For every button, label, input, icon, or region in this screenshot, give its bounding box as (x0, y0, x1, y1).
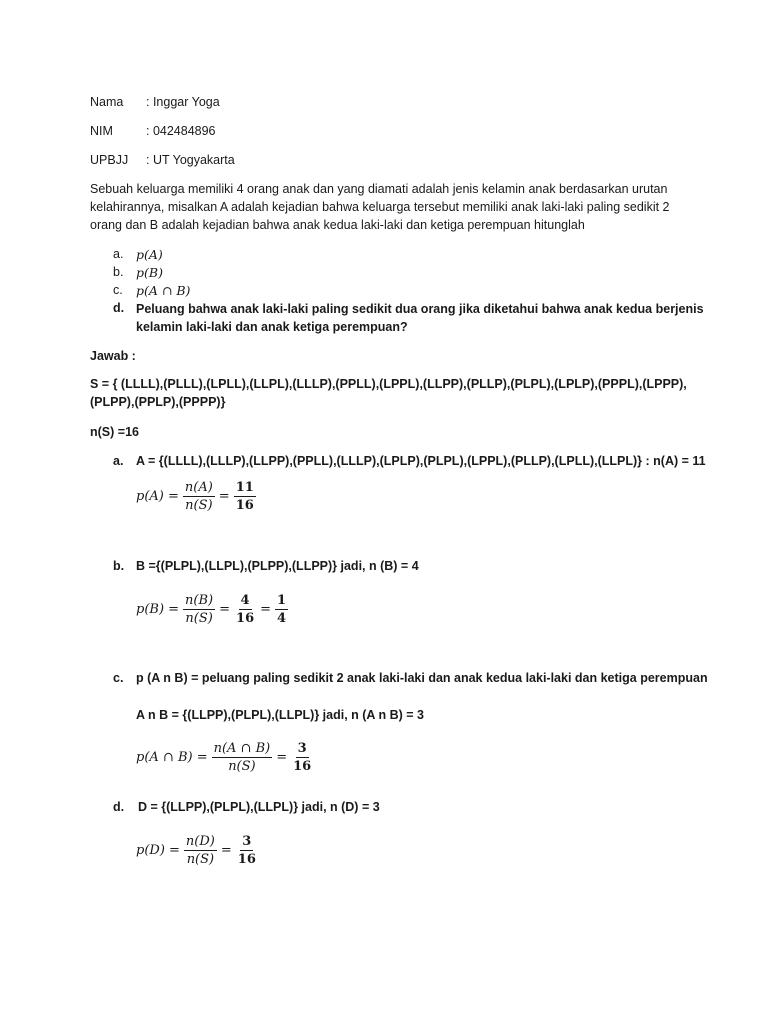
answer-c-eq: = (276, 750, 288, 765)
answer-d-den: n(S) (186, 852, 215, 867)
answer-d-fraction (184, 834, 217, 867)
answer-a-eq: = (218, 489, 230, 504)
answer-b-den: n(S) (185, 611, 213, 626)
question-a-text: p(A) (136, 247, 163, 262)
nama-label: Nama (90, 95, 124, 109)
answer-a-formula (136, 480, 260, 513)
answer-a-set: A = {(LLLL),(LLLP),(LLPP),(PPLL),(LLLP),(LPLP),(PLPL),(LPPL),(PLLP),(LPLL),(LLPL)} : n(A) = 11 (136, 454, 706, 468)
answer-d-rnum: 3 (242, 834, 252, 849)
answer-b-rnum1: 4 (240, 593, 250, 608)
nim-label: NIM (90, 124, 113, 138)
answer-a-rnum: 11 (235, 480, 254, 495)
answer-d-rden: 16 (237, 852, 256, 867)
answer-d-eq: = (220, 843, 232, 858)
answer-d-formula (136, 834, 262, 867)
upbjj-value: : UT Yogyakarta (146, 153, 235, 167)
answer-b-letter: b. (113, 559, 125, 573)
answer-a-den: n(S) (185, 498, 213, 513)
question-d-line2: kelamin laki-laki dan anak ketiga perempuan? (136, 320, 408, 334)
answer-a-rden: 16 (235, 498, 254, 513)
answer-c-num: n(A ∩ B) (213, 741, 271, 756)
answer-c-letter: c. (113, 671, 124, 685)
answer-c-result (291, 741, 313, 774)
answer-a-num: n(A) (184, 480, 213, 495)
upbjj-label: UPBJJ (90, 153, 129, 167)
problem-text: Sebuah keluarga memiliki 4 orang anak dan yang diamati adalah jenis kelamin anak berdasarkan urutan kelahirannya, misalkan A adalah kejadian bahwa keluarga tersebut memiliki anak laki-laki paling sedikit 2 orang dan B adalah kejadian bahwa anak kedua laki-laki dan ketiga perempuan hitunglah (90, 182, 670, 232)
answer-d-num: n(D) (185, 834, 215, 849)
answer-b-lhs: p(B) = (136, 602, 180, 617)
answer-b-result2 (275, 593, 288, 626)
answer-c-fraction (212, 741, 273, 774)
answer-c-set: A n B = {(LLPP),(PLPL),(LLPL)} jadi, n (A n B) = 3 (136, 708, 424, 722)
question-b-letter: b. (113, 265, 124, 279)
question-c-letter: c. (113, 283, 123, 297)
jawab-heading: Jawab : (90, 349, 136, 363)
answer-b-rden2: 4 (277, 611, 287, 626)
answer-d-lhs: p(D) = (136, 843, 180, 858)
answer-a-fraction (183, 480, 215, 513)
sample-space-line1: S = { (LLLL),(PLLL),(LPLL),(LLPL),(LLLP),(PPLL),(LPPL),(LLPP),(PLLP),(PLPL),(LPLP),(PPPL),(LPPP), (90, 377, 687, 391)
nama-value: : Inggar Yoga (146, 95, 220, 109)
question-d-line1: Peluang bahwa anak laki-laki paling sedikit dua orang jika diketahui bahwa anak kedua berjenis (136, 302, 704, 316)
answer-d-letter: d. (113, 800, 125, 814)
answer-a-lhs: p(A) = (136, 489, 179, 504)
answer-c-formula (136, 741, 317, 774)
answer-b-rnum2: 1 (277, 593, 287, 608)
question-b-text: p(B) (136, 265, 163, 280)
answer-b-eq1: = (219, 602, 231, 617)
question-a-letter: a. (113, 247, 124, 261)
ns-value: n(S) =16 (90, 425, 139, 439)
answer-c-lhs: p(A ∩ B) = (136, 750, 208, 765)
answer-c-rden: 16 (293, 759, 312, 774)
answer-b-formula (136, 593, 292, 626)
sample-space-line2: (PLPP),(PPLP),(PPPP)} (90, 395, 226, 409)
answer-d-result (236, 834, 258, 867)
answer-b-num: n(B) (185, 593, 214, 608)
answer-b-fraction (183, 593, 215, 626)
answer-d-set: D = {(LLPP),(PLPL),(LLPL)} jadi, n (D) = 3 (138, 800, 380, 814)
answer-c-desc: p (A n B) = peluang paling sedikit 2 anak laki-laki dan anak kedua laki-laki dan ketiga perempuan (136, 671, 708, 685)
answer-b-set: B ={(PLPL),(LLPL),(PLPP),(LLPP)} jadi, n (B) = 4 (136, 559, 419, 573)
answer-a-result (234, 480, 256, 513)
answer-b-result1 (234, 593, 256, 626)
question-c-text: p(A ∩ B) (136, 283, 191, 298)
answer-b-rden1: 16 (236, 611, 255, 626)
nim-value: : 042484896 (146, 124, 216, 138)
answer-c-rnum: 3 (297, 741, 307, 756)
question-d-letter: d. (113, 301, 125, 315)
answer-b-eq2: = (260, 602, 272, 617)
answer-c-den: n(S) (228, 759, 256, 774)
answer-a-letter: a. (113, 454, 124, 468)
